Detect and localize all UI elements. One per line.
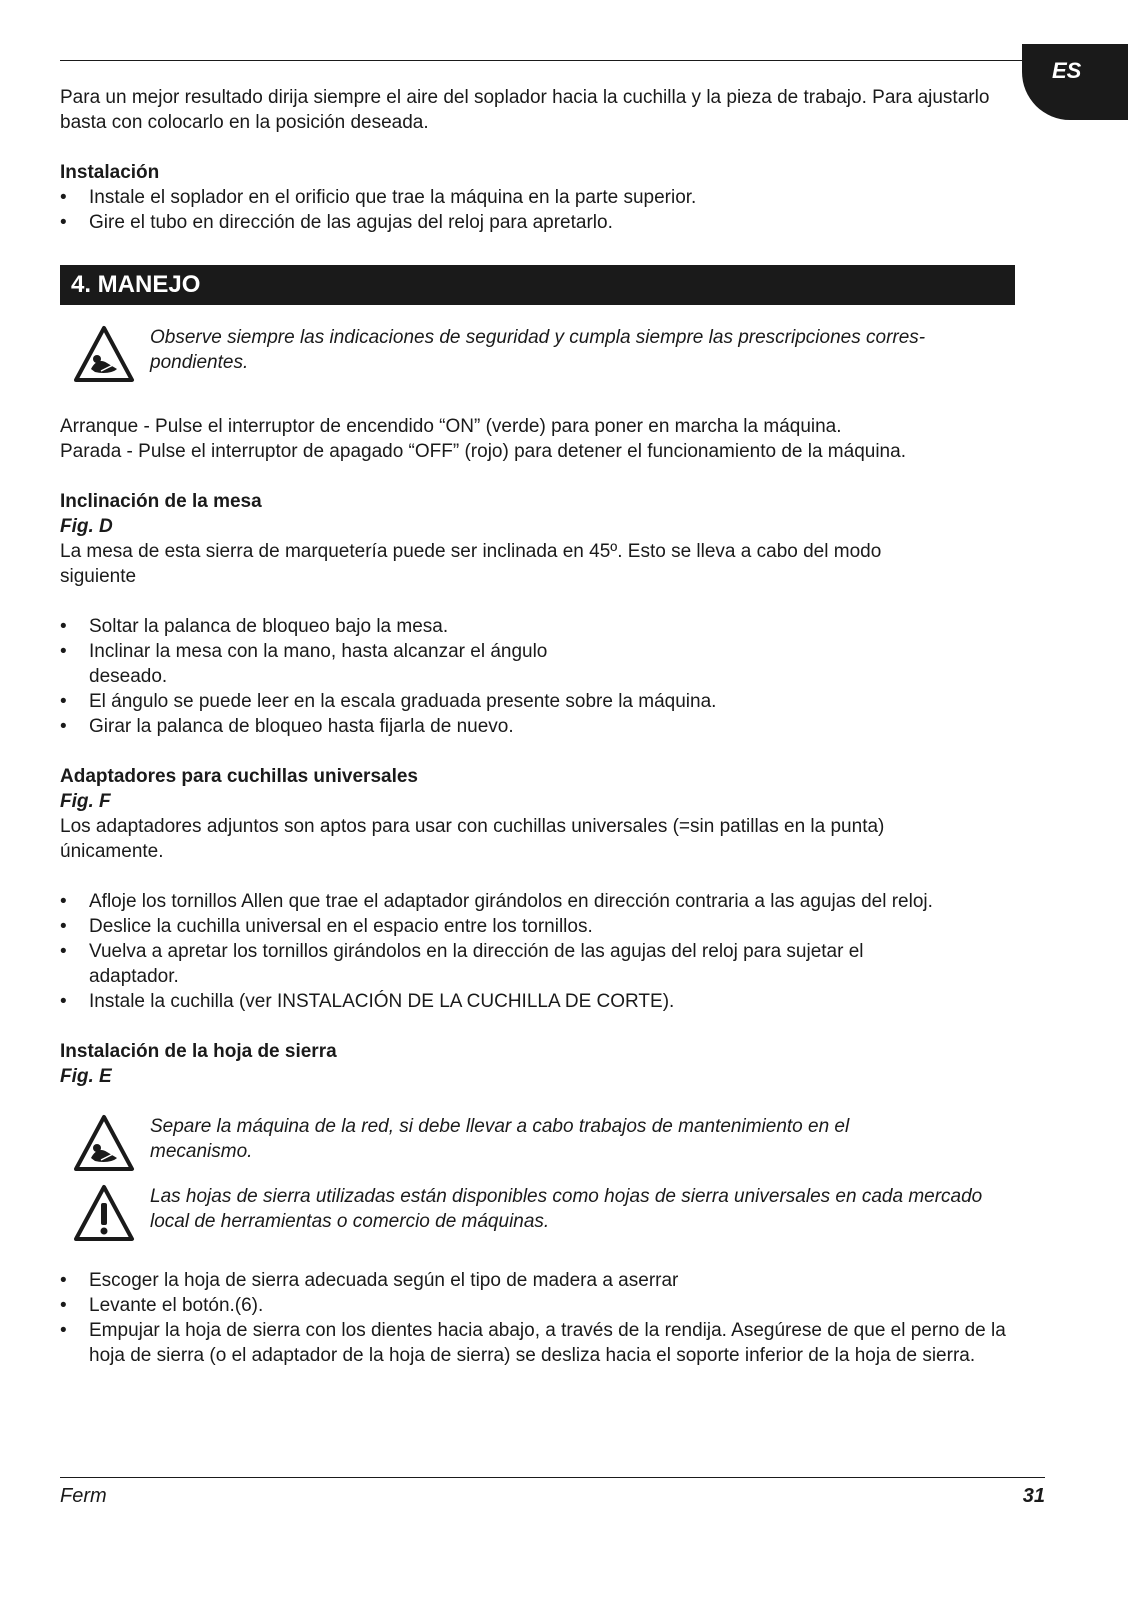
stop-instruction: Parada - Pulse el interruptor de apagado “OFF” (rojo) para detener el funcionamiento de la máquina. [60,441,906,462]
list-item: • Instale la cuchilla (ver INSTALACIÓN DE LA CUCHILLA DE CORTE). [60,989,1020,1014]
figure-reference: Fig. E [60,1066,112,1087]
figure-reference: Fig. F [60,791,111,812]
table-tilt-text: La mesa de esta sierra de marquetería puede ser inclinada en 45º. Esto se lleva a cabo del modo siguiente [60,541,882,587]
adapters-list [60,889,1020,1014]
section-title: 4. MANEJO [71,271,201,298]
list-item: • Levante el botón.(6). [60,1293,1015,1318]
safety-manual-icon [73,1114,135,1172]
list-item: • Deslice la cuchilla universal en el espacio entre los tornillos. [60,914,1020,939]
unplug-notice-text: Separe la máquina de la red, si debe llevar a cabo trabajos de mantenimiento en el mecanismo. [150,1116,850,1162]
warning-notice-text: Las hojas de sierra utilizadas están disponibles como hojas de sierra universales en cada mercado local de herramientas o comercio de máquinas. [150,1186,983,1232]
unplug-notice [60,1114,950,1184]
start-instruction: Arranque - Pulse el interruptor de encendido “ON” (verde) para poner en marcha la máquina. [60,416,842,437]
blade-install-heading: Instalación de la hoja de sierra [60,1041,337,1062]
section-header [60,265,1015,305]
table-tilt-list [60,614,1020,739]
language-code: ES [1052,58,1082,83]
list-item: • Girar la palanca de bloqueo hasta fijarla de nuevo. [60,714,1020,739]
list-item: • Empujar la hoja de sierra con los dientes hacia abajo, a través de la rendija. Asegúrese de que el perno de la hoja de sierra (o el adaptador de la hoja de sierra) se desliza hacia el soporte inferior de la hoja de sierra. [60,1318,1015,1368]
list-item: • El ángulo se puede leer en la escala graduada presente sobre la máquina. [60,689,1020,714]
top-divider [60,60,1115,61]
list-item: • Inclinar la mesa con la mano, hasta alcanzar el ángulo deseado. [60,639,609,689]
blade-install-list [60,1268,1015,1368]
installation-list [60,185,1020,235]
intro-paragraph: Para un mejor resultado dirija siempre el aire del soplador hacia la cuchilla y la pieza de trabajo. Para ajustarlo basta con colocarlo en la posición deseada. [60,87,990,133]
language-tab [1022,44,1128,120]
warning-exclamation-icon [73,1184,135,1242]
warning-notice [60,1184,1020,1268]
adapters-text: Los adaptadores adjuntos son aptos para usar con cuchillas universales (=sin patillas en la punta) únicamente. [60,816,885,862]
list-item: • Vuelva a apretar los tornillos girándolos en la dirección de las agujas del reloj para sujetar el adaptador. [60,939,949,989]
safety-notice [60,325,1020,389]
safety-manual-icon [73,325,135,383]
list-item: • Soltar la palanca de bloqueo bajo la mesa. [60,614,1020,639]
page-number: 31 [1022,1485,1045,1507]
page-content [60,85,1020,1368]
footer-brand: Ferm [60,1485,107,1507]
figure-reference: Fig. D [60,516,113,537]
installation-heading: Instalación [60,162,160,183]
list-item: • Instale el soplador en el orificio que trae la máquina en la parte superior. [60,185,1020,210]
table-tilt-heading: Inclinación de la mesa [60,491,262,512]
bottom-divider [60,1477,1045,1478]
list-item: • Escoger la hoja de sierra adecuada según el tipo de madera a aserrar [60,1268,1015,1293]
adapters-heading: Adaptadores para cuchillas universales [60,766,418,787]
list-item: • Afloje los tornillos Allen que trae el adaptador girándolos en dirección contraria a las agujas del reloj. [60,889,1020,914]
safety-notice-text: Observe siempre las indicaciones de seguridad y cumpla siempre las prescripciones corres- pondientes. [150,327,926,373]
list-item: • Gire el tubo en dirección de las agujas del reloj para apretarlo. [60,210,1020,235]
